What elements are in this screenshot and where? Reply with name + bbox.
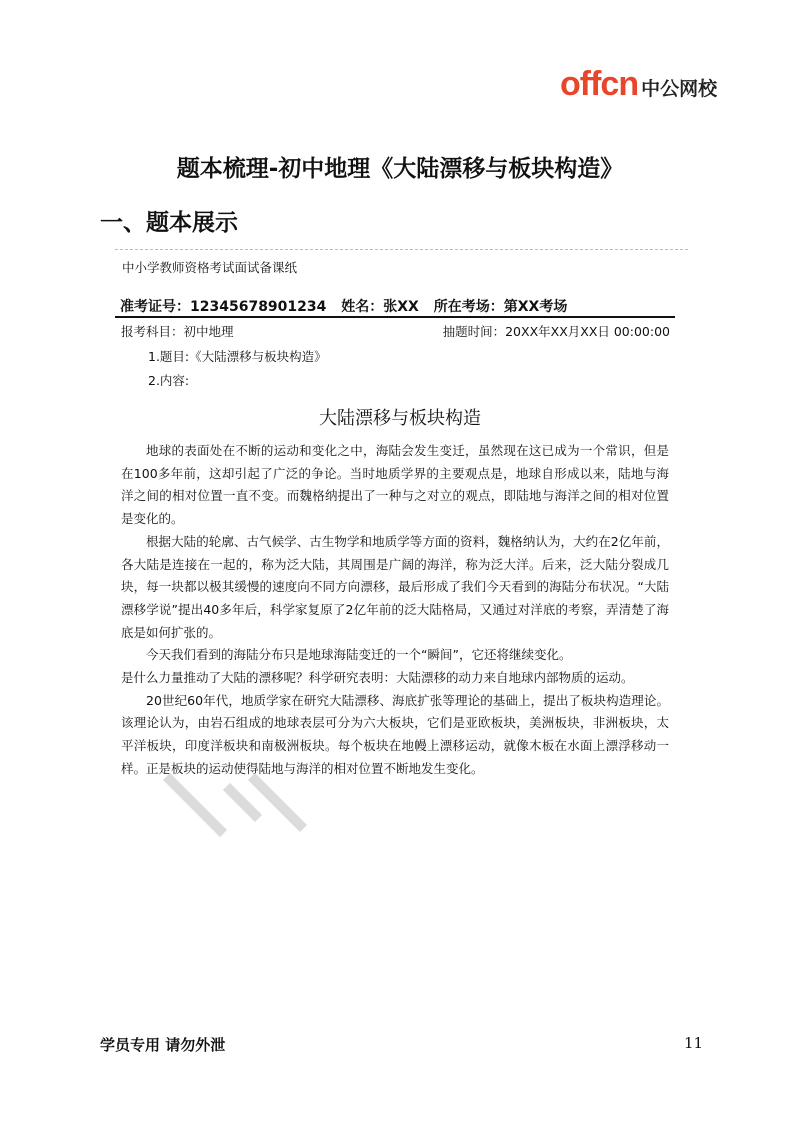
top-dashed-divider [115, 249, 688, 250]
exam-subject: 报考科目：初中地理 [121, 324, 234, 339]
article-paragraph: 地球的表面处在不断的运动和变化之中，海陆会发生变迁，虽然现在这已成为一个常识，但是在100多年前，这却引起了广泛的争论。当时地质学界的主要观点是，地球自形成以来，陆地与海洋之间的相对位置一直不变。而魏格纳提出了一种与之对立的观点，即陆地与海洋之间的相对位置是变化的。 [121, 443, 669, 527]
exam-id: 准考证号：12345678901234 [120, 299, 327, 315]
candidate-info-line [120, 296, 577, 316]
logo-text-cn: 中公网校 [641, 77, 718, 100]
page-title: 题本梳理-初中地理《大陆漂移与板块构造》 [176, 156, 624, 182]
question-content-label: 2.内容: [148, 373, 190, 388]
article-paragraph: 今天我们看到的海陆分布只是地球海陆变迁的一个“瞬间”，它还将继续变化。 [146, 647, 572, 663]
article-body [121, 440, 669, 781]
candidate-name: 姓名：张XX [341, 299, 419, 315]
paper-header: 中小学教师资格考试面试备课纸 [122, 260, 298, 275]
article-paragraph: 根据大陆的轮廓、古气候学、古生物学和地质学等方面的资料，魏格纳认为，大约在2亿年前，各大陆是连接在一起的，称为泛大陆，其周围是广阔的海洋，称为泛大洋。后来，泛大陆分裂成几块，每一块都以极其缓慢的速度向不同方向漂移，最后形成了我们今天看到的海陆分布状况。“大陆漂移学说”提出40多年后，科学家复原了2亿年前的泛大陆格局，又通过对洋底的考察，弄清楚了海底是如何扩张的。 [121, 533, 669, 640]
article-paragraph: 是什么力量推动了大陆的漂移呢？科学研究表明：大陆漂移的动力来自地球内部物质的运动。 [121, 670, 634, 686]
offcn-logo [560, 64, 717, 104]
section-title: 一、题本展示 [100, 210, 238, 236]
logo-text-en: offcn [560, 64, 639, 103]
article-title: 大陆漂移与板块构造 [319, 408, 481, 429]
page-number: 11 [684, 1034, 704, 1052]
draw-time: 抽题时间：20XX年XX月XX日 00:00:00 [442, 324, 670, 339]
header-divider [115, 316, 675, 318]
watermark-graphic [160, 770, 310, 840]
exam-room: 所在考场：第XX考场 [433, 299, 568, 315]
article-paragraph: 20世纪60年代，地质学家在研究大陆漂移、海底扩张等理论的基础上，提出了板块构造理论。该理论认为，由岩石组成的地球表层可分为六大板块，它们是亚欧板块，美洲板块，非洲板块，太平洋板块，印度洋板块和南极洲板块。每个板块在地幔上漂移运动，就像木板在水面上漂浮移动一样。正是板块的运动使得陆地与海洋的相对位置不断地发生变化。 [121, 692, 669, 776]
question-topic: 1.题目:《大陆漂移与板块构造》 [148, 349, 327, 364]
footer-notice: 学员专用 请勿外泄 [100, 1036, 226, 1054]
